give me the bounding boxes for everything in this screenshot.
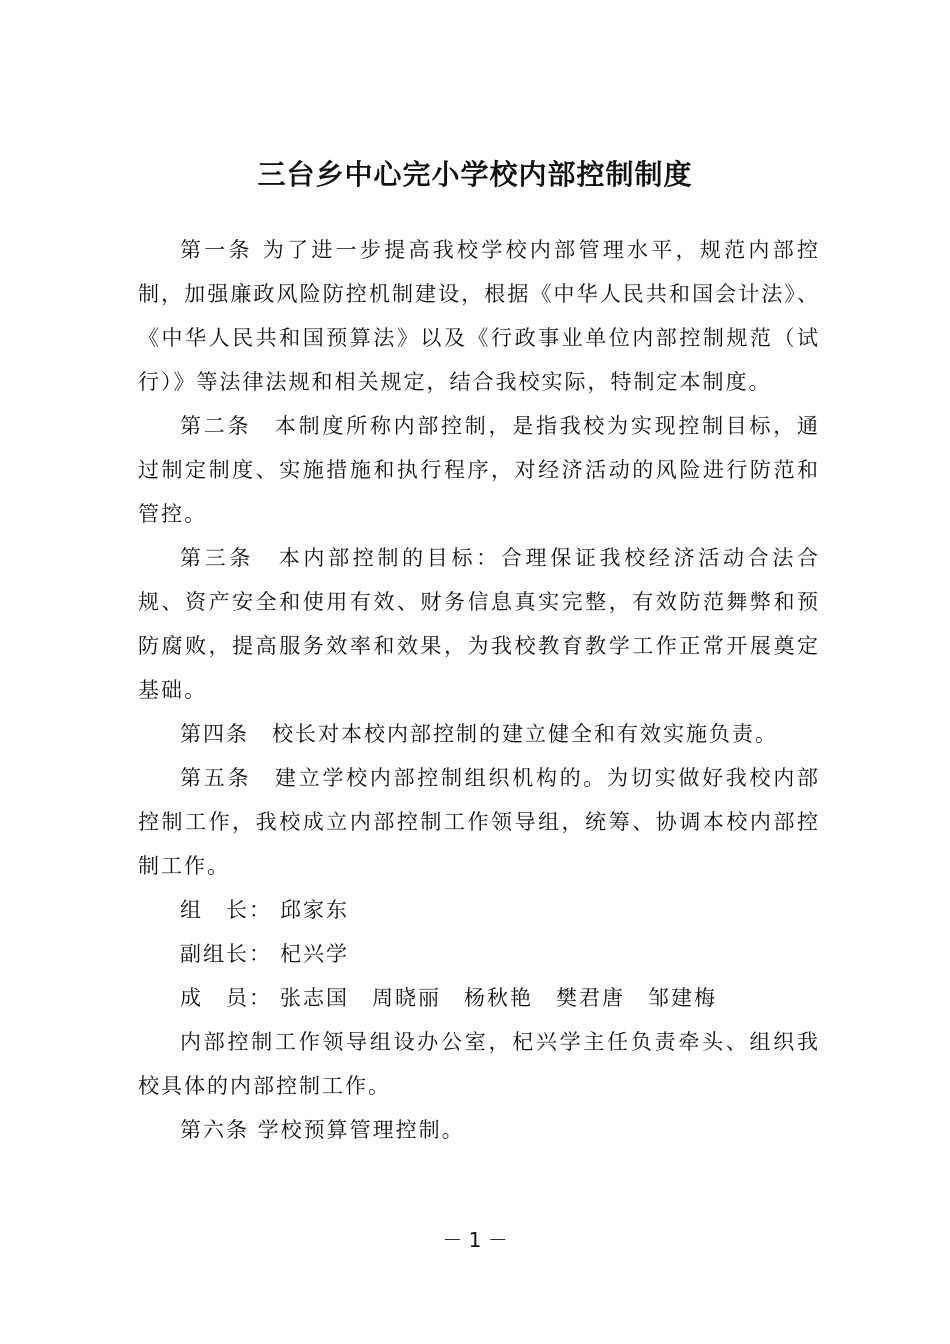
group-leader-name: 邱家东 <box>280 898 349 922</box>
deputy-leader-name: 杞兴学 <box>280 942 349 966</box>
members-label: 成 员： <box>180 986 272 1010</box>
article-1: 第一条 为了进一步提高我校学校内部管理水平，规范内部控制，加强廉政风险防控机制建设，根据《中华人民共和国会计法》、《中华人民共和国预算法》以及《行政事业单位内部控制规范（试行）》等法律法规和相关规定，结合我校实际，特制定本制度。 <box>138 238 820 394</box>
deputy-leader-label: 副组长： <box>180 942 272 966</box>
members-names: 张志国 周晓丽 杨秋艳 樊君唐 邹建梅 <box>280 986 717 1010</box>
members-line <box>138 976 820 1020</box>
article-2: 第二条 本制度所称内部控制，是指我校为实现控制目标，通过制定制度、实施措施和执行程序，对经济活动的风险进行防范和管控。 <box>138 414 820 526</box>
deputy-leader-line <box>138 932 820 976</box>
article-4: 第四条 校长对本校内部控制的建立健全和有效实施负责。 <box>180 722 778 746</box>
document-body <box>138 228 820 1152</box>
document-title: 三台乡中心完小学校内部控制制度 <box>257 158 693 191</box>
article-6: 第六条 学校预算管理控制。 <box>180 1118 465 1142</box>
office-paragraph: 内部控制工作领导组设办公室，杞兴学主任负责牵头、组织我校具体的内部控制工作。 <box>138 1030 820 1098</box>
article-5: 第五条 建立学校内部控制组织机构的。为切实做好我校内部控制工作，我校成立内部控制工作领导组，统筹、协调本校内部控制工作。 <box>138 766 820 878</box>
group-leader-label: 组 长： <box>180 898 272 922</box>
article-3: 第三条 本内部控制的目标：合理保证我校经济活动合法合规、资产安全和使用有效、财务信息真实完整，有效防范舞弊和预防腐败，提高服务效率和效果，为我校教育教学工作正常开展奠定基础。 <box>138 546 820 702</box>
group-leader-line <box>138 888 820 932</box>
page-number: － 1 － <box>442 1228 508 1252</box>
